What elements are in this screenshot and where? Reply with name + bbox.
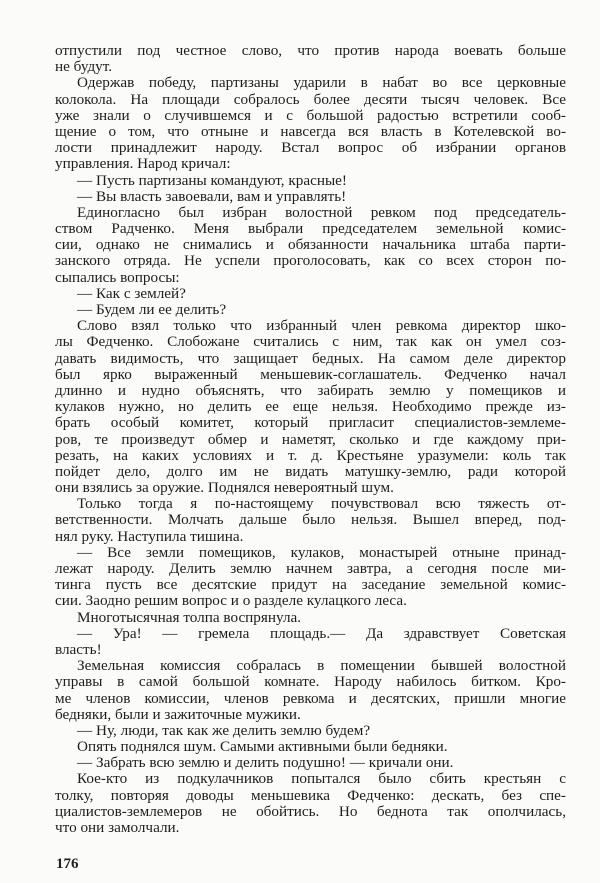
text-line: бедняки, были и зажиточные мужики.: [55, 705, 301, 723]
text-line: — Ура! — гремела площадь.— Да здравствует Советская: [77, 624, 566, 642]
text-line: щение о том, что отныне и навсегда вся власть в Котелевской во-: [55, 122, 566, 140]
text-line: — Забрать всю землю и делить подушно! — кричали они.: [77, 754, 454, 772]
text-line: отпустили под честное слово, что против народа воевать больше: [55, 42, 566, 59]
text-line: управления. Народ кричал:: [55, 155, 231, 173]
text-line: резать, на каких условиях и т. д. Крестьяне уразумели: коль так: [55, 446, 566, 464]
text-line: лежат народу. Делить землю начнем завтра, а сегодня после ми-: [55, 560, 566, 577]
text-line: сии, однако не снимались и обязанности начальника штаба парти-: [55, 236, 566, 254]
text-line: длинно и нудно объяснять, что забирать землю у помещиков и: [55, 381, 566, 399]
text-line: кулаков нужно, но делить ее еще нельзя. Необходимо прежде из-: [55, 398, 566, 416]
text-line: ством Радченко. Меня выбрали председателем земельной комис-: [55, 220, 566, 238]
text-line: толку, повторяя доводы меньшевика Федченко: дескать, без спе-: [55, 786, 566, 804]
text-line: лости принадлежит народу. Встал вопрос об избрании органов: [55, 139, 566, 157]
text-line: уже знали о случившемся и с большой радостью встретили сооб-: [55, 106, 566, 124]
text-line: был ярко выраженный меньшевик-соглашатель. Федченко начал: [55, 365, 566, 383]
text-line: управы в самой большой комнате. Народу набилось битком. Кро-: [55, 673, 566, 691]
text-line: что они замолчали.: [55, 819, 180, 836]
book-page-text: [55, 43, 566, 836]
text-line: — Пусть партизаны командуют, красные!: [77, 171, 347, 189]
text-line: — Все земли помещиков, кулаков, монастырей отныне принад-: [77, 543, 566, 561]
text-line: Кое-кто из подкулачников попытался было сбить крестьян с: [77, 770, 566, 788]
text-line: ветственности. Молчать дальше было нельзя. Вышел вперед, под-: [55, 511, 566, 529]
text-line: нял руку. Наступила тишина.: [55, 527, 244, 545]
text-line: не будут.: [55, 58, 113, 76]
text-line: Слово взял только что избранный член ревкома директор шко-: [77, 317, 566, 335]
text-line: занского отряда. Не успели проголосовать, как со всех сторон по-: [55, 252, 566, 270]
text-line: Единогласно был избран волостной ревком под председатель-: [77, 203, 566, 221]
text-line: сии. Заодно решим вопрос и о разделе кулацкого леса.: [55, 592, 407, 610]
text-line: Многотысячная толпа воспрянула.: [77, 608, 302, 626]
text-line: — Как с землей?: [77, 284, 186, 302]
text-line: Земельная комиссия собралась в помещении бывшей волостной: [77, 657, 566, 675]
text-line: колокола. На площади собралось более десяти тысяч человек. Все: [55, 90, 566, 108]
text-line: Опять поднялся шум. Самыми активными были бедняки.: [77, 738, 448, 756]
page-number: 176: [56, 856, 79, 872]
text-line: ме членов комиссии, членов ревкома и десятских, пришли многие: [55, 689, 566, 707]
text-line: брать особый комитет, который пригласит специалистов-землеме-: [55, 414, 566, 432]
text-line: — Будем ли ее делить?: [77, 301, 227, 318]
text-line: — Вы власть завоевали, вам и управлять!: [77, 187, 347, 205]
text-line: лы Федченко. Слобожане считались с ним, так как он умел соз-: [55, 333, 566, 351]
text-line: — Ну, люди, так как же делить землю будем?: [77, 721, 371, 739]
text-line: сыпались вопросы:: [55, 268, 180, 286]
text-line: Одержав победу, партизаны ударили в набат во все церковные: [77, 74, 566, 92]
text-line: циалистов-землемеров не обойтись. Но беднота так ополчилась,: [55, 802, 566, 820]
text-line: давать видимость, что защищает бедных. На самом деле директор: [55, 349, 566, 367]
text-line: ров, те произведут обмер и наметят, сколько и где каждому при-: [55, 430, 566, 448]
text-line: Только тогда я по-настоящему почувствовал всю тяжесть от-: [77, 495, 566, 513]
text-line: власть!: [55, 640, 102, 658]
text-line: они взялись за оружие. Поднялся невероятный шум.: [55, 479, 394, 497]
text-line: пойдет дело, долго им не видать матушку-землю, ради которой: [55, 462, 566, 480]
text-line: тинга пусть все десятские придут на заседание земельной комис-: [55, 576, 566, 594]
